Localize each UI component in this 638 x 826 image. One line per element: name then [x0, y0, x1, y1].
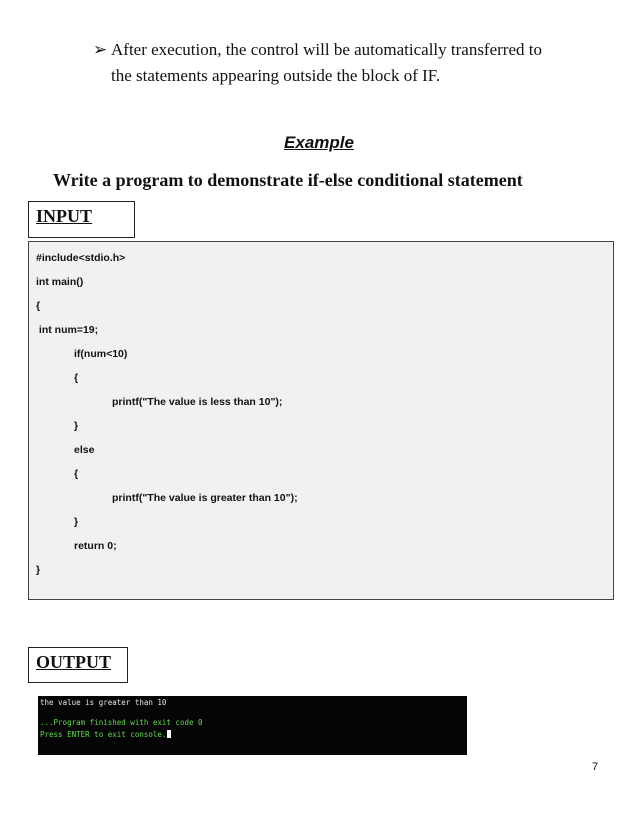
arrow-bullet-icon: ➢ — [93, 40, 108, 59]
example-heading: Example — [284, 133, 354, 152]
code-line: int main() — [36, 276, 84, 288]
code-line: return 0; — [74, 540, 117, 552]
input-label-box — [28, 201, 135, 238]
code-line: { — [74, 468, 79, 480]
cursor-icon — [167, 730, 171, 738]
code-line: int num=19; — [36, 324, 99, 336]
code-line: { — [74, 372, 79, 384]
code-line: { — [36, 300, 41, 312]
terminal-line-result: the value is greater than 10 — [40, 698, 167, 707]
input-label: INPUT — [36, 206, 93, 226]
page-number: 7 — [592, 761, 599, 773]
terminal-output — [38, 696, 467, 755]
task-statement: Write a program to demonstrate if-else conditional statement — [53, 170, 523, 190]
bullet-paragraph — [93, 37, 613, 89]
code-line: printf("The value is less than 10"); — [112, 396, 283, 408]
terminal-line-exit: ...Program finished with exit code 0 — [40, 718, 203, 727]
code-line: if(num<10) — [74, 348, 128, 360]
output-label-box — [28, 647, 128, 683]
code-line: printf("The value is greater than 10"); — [112, 492, 298, 504]
bullet-line-2: the statements appearing outside the block of IF. — [111, 66, 441, 85]
output-label: OUTPUT — [36, 652, 112, 672]
code-line: else — [74, 444, 95, 456]
code-line: } — [74, 420, 79, 432]
code-line: #include<stdio.h> — [36, 252, 126, 264]
code-line: } — [74, 516, 79, 528]
code-line: } — [36, 564, 41, 576]
code-block — [28, 241, 614, 600]
terminal-prompt-text: Press ENTER to exit console. — [40, 730, 167, 739]
bullet-line-1: After execution, the control will be automatically transferred to — [111, 40, 542, 59]
terminal-line-prompt — [40, 730, 171, 739]
